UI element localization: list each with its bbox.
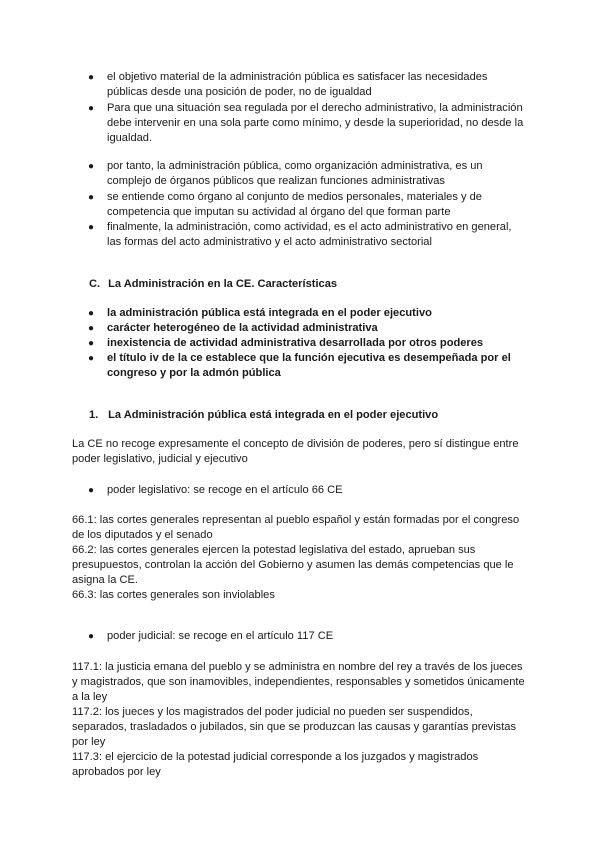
bullet-icon: ●: [88, 72, 95, 83]
bullet-icon: ●: [88, 161, 95, 172]
list-item: ● el objetivo material de la administración pública es satisfacer las necesidades públicas desde una posición de poder, no de igualdad: [88, 71, 488, 98]
bullet-icon: ●: [88, 192, 95, 203]
list-item-judicial: ● poder judicial: se recoge en el artículo 117 CE: [88, 630, 334, 642]
article-117-text: 117.1: la justicia emana del pueblo y se administra en nombre del rey a través de los jueces y magistrados, que son inamovibles, independientes, responsables y sometidos únicamente a la ley 117.2: los jueces y los magistrados del poder judicial no pueden ser suspendidos, separados, trasladados o jubilados, sin que se produzcan las causas y garantías previstas por ley 117.3: el ejercicio de la potestad judicial corresponde a los juzgados y magistrados aprobados por ley: [72, 661, 525, 778]
bullet-icon: ●: [88, 338, 95, 349]
bullet-icon: ●: [88, 323, 95, 334]
bullet-icon: ●: [88, 353, 95, 364]
list-item: ● por tanto, la administración pública, como organización administrativa, es un complejo de órganos públicos que realizan funciones administrativas: [88, 160, 483, 187]
intro-paragraph: La CE no recoge expresamente el concepto de división de poderes, pero sí distingue entre poder legislativo, judicial y ejecutivo: [72, 438, 519, 465]
bullet-icon: ●: [88, 485, 95, 496]
list-item: ● se entiende como órgano al conjunto de medios personales, materiales y de competencia que imputan su actividad al órgano del que forman parte: [88, 191, 482, 218]
list-item: ● inexistencia de actividad administrativa desarrollada por otros poderes: [88, 337, 484, 349]
list-item: ● el título iv de la ce establece que la función ejecutiva es desempeñada por el congreso y por la admón pública: [88, 352, 511, 379]
section-heading-c: C. La Administración en la CE. Características: [89, 278, 338, 290]
bullet-icon: ●: [88, 103, 95, 114]
section-heading-1: 1. La Administración pública está integrada en el poder ejecutivo: [89, 409, 439, 421]
list-item: ● Para que una situación sea regulada por el derecho administrativo, la administración debe intervenir en una sola parte como mínimo, y desde la superioridad, no desde la igualdad.: [88, 102, 524, 144]
list-item: ● la administración pública está integrada en el poder ejecutivo: [88, 307, 432, 319]
list-item: ● finalmente, la administración, como actividad, es el acto administrativo en general, las formas del acto administrativo y el acto administrativo sectorial: [88, 221, 512, 248]
bullet-icon: ●: [88, 631, 95, 642]
bullet-icon: ●: [88, 222, 95, 233]
list-item: ● carácter heterogéneo de la actividad administrativa: [88, 322, 378, 334]
bullet-icon: ●: [88, 308, 95, 319]
list-item-legislativo: ● poder legislativo: se recoge en el artículo 66 CE: [88, 484, 343, 496]
article-66-text: 66.1: las cortes generales representan al pueblo español y están formadas por el congreso de los diputados y el senado 66.2: las cortes generales ejercen la potestad legislativa del estado, aprueban sus presupuestos, controlan la acción del Gobierno y asumen las demás competencias que le asigna la CE. 66.3: las cortes generales son inviolables: [72, 514, 520, 601]
